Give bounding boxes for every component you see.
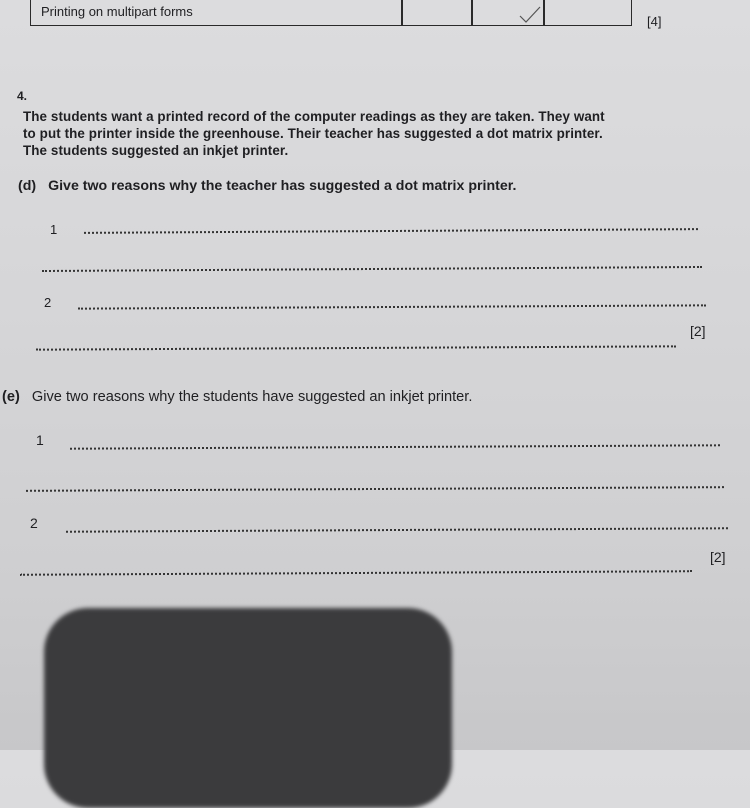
part-e-prompt (2, 389, 472, 405)
answer-line-d1-continued[interactable] (42, 266, 702, 272)
answer-line-e1-continued[interactable] (26, 486, 724, 492)
marks-total-table: [4] (647, 14, 662, 29)
stem-line: The students want a printed record of the computer readings as they are taken. They want (23, 109, 605, 124)
tick-mark-icon (518, 6, 542, 24)
marks-part-e: [2] (710, 549, 726, 565)
table-row-label: Printing on multipart forms (41, 4, 193, 19)
stem-line: to put the printer inside the greenhouse. Their teacher has suggested a dot matrix printer. (23, 126, 603, 141)
marks-part-d: [2] (690, 323, 706, 339)
answer-number: 1 (36, 432, 44, 448)
answer-number: 2 (30, 515, 38, 531)
table-cell-divider (471, 0, 473, 25)
stem-line: The students suggested an inkjet printer. (23, 143, 289, 158)
part-d-text: Give two reasons why the teacher has suggested a dot matrix printer. (48, 178, 517, 194)
thumb-shadow (44, 608, 452, 808)
part-e-label: (e) (2, 389, 20, 405)
answer-line-d2-continued[interactable] (36, 345, 676, 350)
answer-line-d1[interactable] (84, 228, 698, 234)
answer-number: 1 (50, 222, 58, 237)
part-e-text: Give two reasons why the students have suggested an inkjet printer. (31, 389, 473, 405)
table-cell-divider (401, 0, 403, 25)
part-d-label: (d) (18, 178, 37, 194)
answer-number: 2 (44, 295, 52, 310)
table-row (30, 0, 632, 26)
answer-line-e1[interactable] (70, 444, 720, 449)
table-cell-divider (543, 0, 545, 25)
answer-line-d2[interactable] (78, 304, 706, 309)
answer-line-e2-continued[interactable] (20, 570, 692, 576)
question-number: 4. (17, 89, 28, 103)
answer-line-e2[interactable] (66, 527, 728, 532)
question-stem (23, 108, 695, 159)
part-d-prompt (18, 178, 516, 194)
